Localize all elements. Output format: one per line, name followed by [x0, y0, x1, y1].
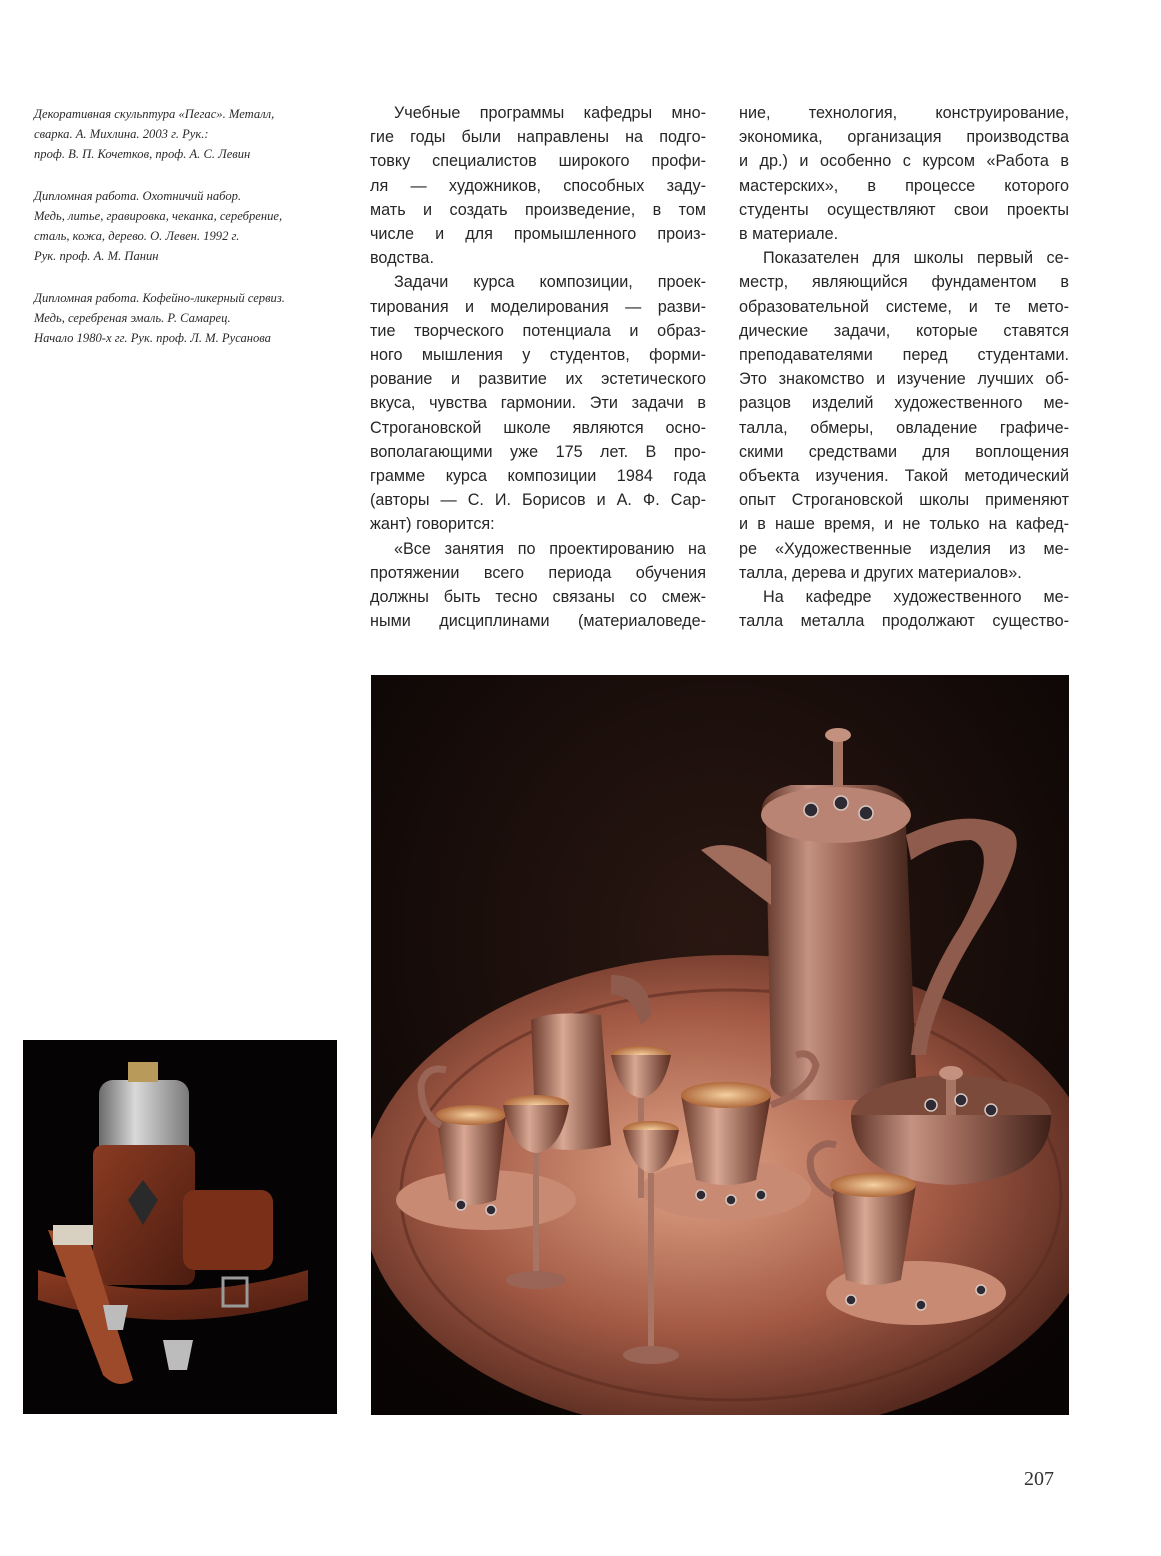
text-line: Показателен для школы первый се-	[763, 249, 1069, 268]
text-line: и в наше время, и не только на кафед-	[739, 515, 1069, 534]
text-line: Строгановской школе являются осно-	[370, 418, 706, 437]
page-number: 207	[1024, 1468, 1054, 1490]
text-line: преподавателями перед студентами.	[739, 346, 1069, 365]
text-line: ние, технология, конструирование,	[739, 104, 1069, 122]
text-line: жант) говорится:	[370, 515, 495, 534]
text-column-2	[739, 101, 1069, 633]
text-line: тирования и моделирования — разви-	[370, 297, 706, 316]
text-line: вкуса, чувства гармонии. Эти задачи в	[370, 394, 706, 413]
text-line: экономика, организация производства	[739, 128, 1069, 147]
text-line: образовательной системе, и те мето-	[739, 297, 1069, 316]
text-line: местр, являющийся фундаментом в	[739, 273, 1069, 292]
text-line: ре «Художественные изделия из ме-	[739, 539, 1069, 558]
caption-line: Медь, литье, гравировка, чеканка, серебрение,	[34, 209, 283, 223]
caption-line: сварка. А. Михлина. 2003 г. Рук.:	[34, 127, 209, 141]
coffee-service-photo	[371, 675, 1069, 1415]
caption-line: Дипломная работа. Охотничий набор.	[34, 189, 242, 203]
text-line: (авторы — С. И. Борисов и А. Ф. Сар-	[370, 491, 706, 510]
text-line: «Все занятия по проектированию на	[394, 539, 706, 558]
text-column-1	[370, 101, 706, 633]
text-line: опыт Строгановской школы применяют	[739, 491, 1069, 510]
text-line: мать и создать произведение, в том	[370, 200, 706, 219]
text-line: Задачи курса композиции, проек-	[394, 273, 706, 292]
text-line: рование и развитие их эстетического	[370, 370, 706, 389]
text-line: грамме курса композиции 1984 года	[370, 467, 706, 486]
text-line: талла, обмеры, овладение графиче-	[739, 418, 1069, 437]
text-line: протяжении всего периода обучения	[370, 563, 706, 582]
text-line: мастерских», в процессе которого	[739, 176, 1069, 195]
text-line: товку специалистов широкого профи-	[370, 152, 706, 171]
text-line: вополагающими уже 175 лет. В про-	[370, 442, 706, 461]
caption-line: Медь, серебреная эмаль. Р. Самарец.	[34, 311, 231, 325]
text-line: Это знакомство и изучение лучших об-	[739, 370, 1069, 389]
captions	[34, 104, 344, 370]
caption-line: проф. В. П. Кочетков, проф. А. С. Левин	[34, 147, 251, 161]
text-line: разцов изделий художественного ме-	[739, 394, 1069, 413]
caption-line: Дипломная работа. Кофейно-ликерный сервиз.	[34, 291, 285, 305]
text-line: студенты осуществляют свои проекты	[739, 200, 1069, 219]
text-line: скими средствами для воплощения	[739, 442, 1069, 461]
text-line: ля — художников, способных заду-	[370, 176, 706, 195]
text-line: тие творческого потенциала и образ-	[370, 321, 706, 340]
text-line: На кафедре художественного ме-	[763, 588, 1069, 607]
caption-line: Рук. проф. А. М. Панин	[34, 249, 159, 263]
caption-line: Декоративная скульптура «Пегас». Металл,	[34, 107, 275, 121]
text-line: дические задачи, которые ставятся	[739, 321, 1069, 340]
text-line: водства.	[370, 249, 434, 268]
caption-line: сталь, кожа, дерево. О. Левен. 1992 г.	[34, 229, 240, 243]
text-line: гие годы были направлены на подго-	[370, 128, 706, 147]
caption-line: Начало 1980-х гг. Рук. проф. Л. М. Русанова	[34, 331, 271, 345]
text-line: ными дисциплинами (материаловеде-	[370, 612, 706, 631]
hunting-set-photo	[23, 1040, 337, 1414]
text-line: Учебные программы кафедры мно-	[394, 104, 706, 122]
text-line: талла металла продолжают существо-	[739, 612, 1069, 631]
text-line: числе и для промышленного произ-	[370, 225, 706, 244]
text-line: и др.) и особенно с курсом «Работа в	[739, 152, 1069, 171]
text-line: в материале.	[739, 225, 839, 244]
text-line: объекта изучения. Такой методический	[739, 467, 1069, 486]
text-line: талла, дерева и других материалов».	[739, 563, 1022, 582]
caption-hunting-set	[34, 186, 344, 266]
text-line: ного мышления у студентов, форми-	[370, 346, 706, 365]
caption-pegasus	[34, 104, 344, 164]
caption-coffee-service	[34, 288, 344, 348]
text-line: должны быть тесно связаны со смеж-	[370, 588, 706, 607]
